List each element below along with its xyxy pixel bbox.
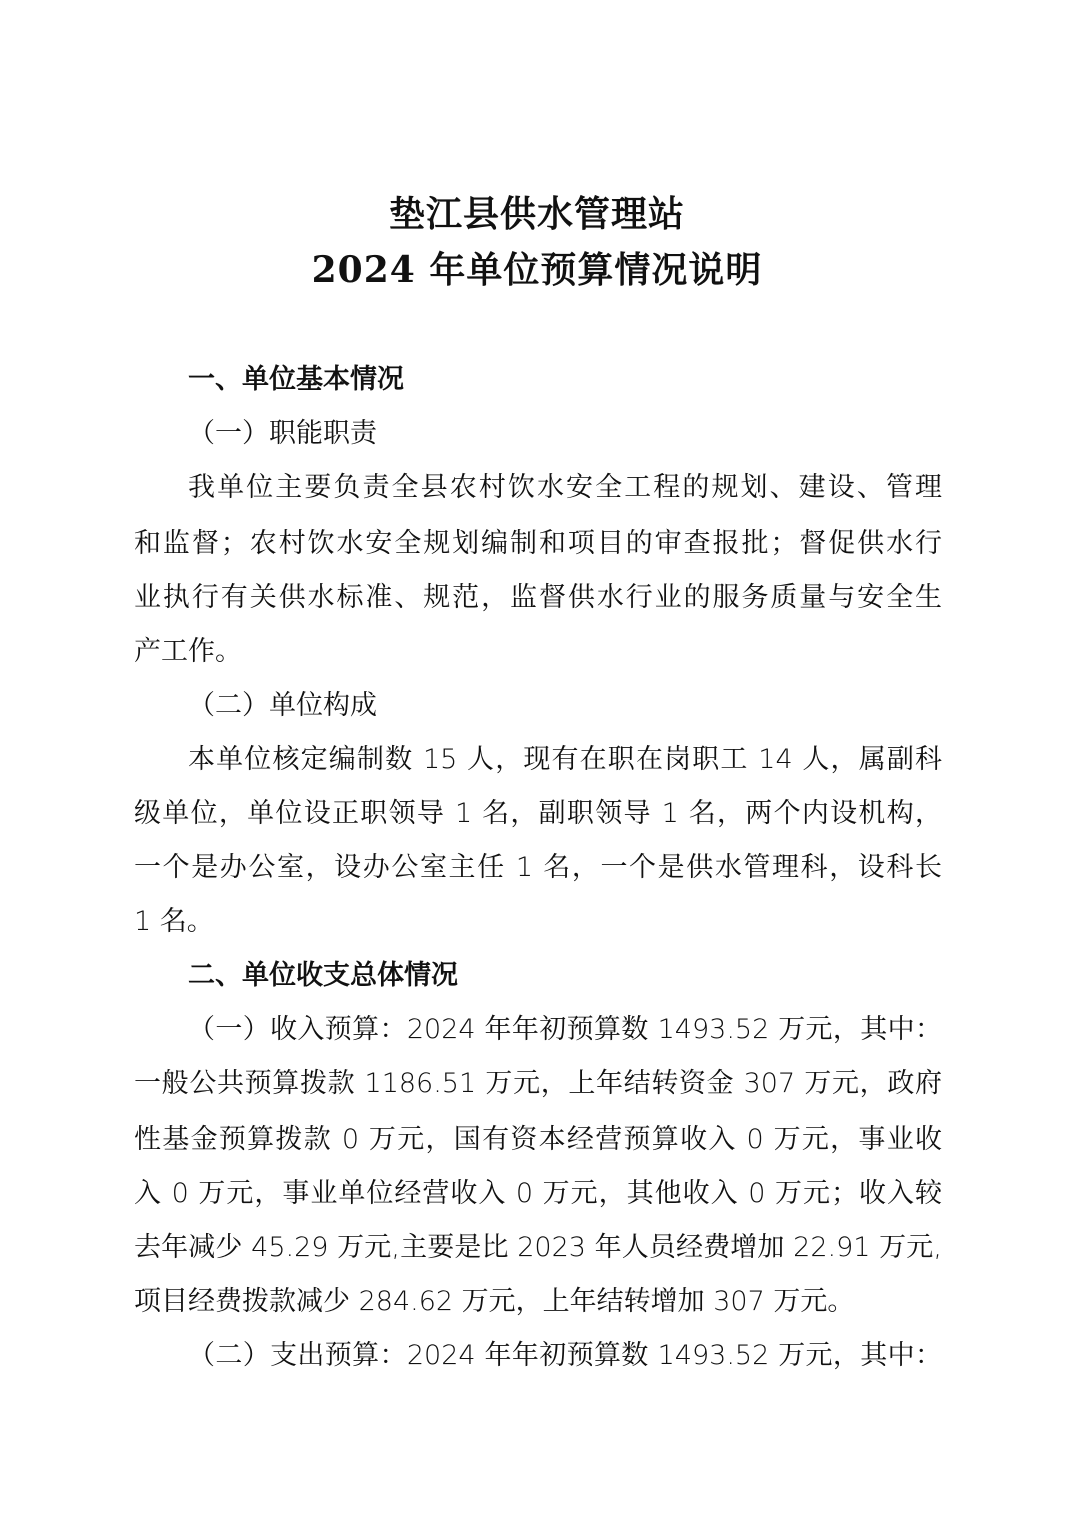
- document-title-line-2: 2024 年单位预算情况说明: [311, 249, 763, 291]
- paragraph-line: 1 名。: [134, 906, 214, 937]
- paragraph-line: 性基金预算拨款 0 万元，国有资本经营预算收入 0 万元，事业收: [134, 1124, 942, 1155]
- paragraph-line: 本单位核定编制数 15 人，现有在职在岗职工 14 人，属副科: [188, 744, 942, 775]
- paragraph-line: 业执行有关供水标准、规范，监督供水行业的服务质量与安全生: [134, 582, 942, 613]
- section-heading-basic-info: 一、单位基本情况: [188, 364, 404, 395]
- section-heading-budget-overview: 二、单位收支总体情况: [188, 960, 458, 991]
- paragraph-line: 和监督；农村饮水安全规划编制和项目的审查报批；督促供水行: [134, 528, 942, 559]
- paragraph-line: 项目经费拨款减少 284.62 万元，上年结转增加 307 万元。: [134, 1286, 855, 1317]
- paragraph-line: 去年减少 45.29 万元,主要是比 2023 年人员经费增加 22.91 万元,: [134, 1232, 942, 1263]
- subsection-heading-composition: （二）单位构成: [188, 690, 377, 721]
- paragraph-line: 一个是办公室，设办公室主任 1 名，一个是供水管理科，设科长: [134, 852, 942, 883]
- subsection-heading-duties: （一）职能职责: [188, 418, 377, 449]
- paragraph-line: 级单位，单位设正职领导 1 名，副职领导 1 名，两个内设机构，: [134, 798, 942, 829]
- paragraph-line: （一）收入预算：2024 年年初预算数 1493.52 万元，其中：: [188, 1014, 942, 1045]
- document-title-line-1: 垫江县供水管理站: [388, 193, 685, 235]
- paragraph-line: 一般公共预算拨款 1186.51 万元，上年结转资金 307 万元，政府: [134, 1068, 942, 1099]
- paragraph-line: 产工作。: [134, 636, 242, 667]
- paragraph-line: 我单位主要负责全县农村饮水安全工程的规划、建设、管理: [188, 472, 942, 503]
- paragraph-line: 入 0 万元，事业单位经营收入 0 万元，其他收入 0 万元；收入较: [134, 1178, 942, 1209]
- paragraph-line: （二）支出预算：2024 年年初预算数 1493.52 万元，其中：: [188, 1340, 942, 1371]
